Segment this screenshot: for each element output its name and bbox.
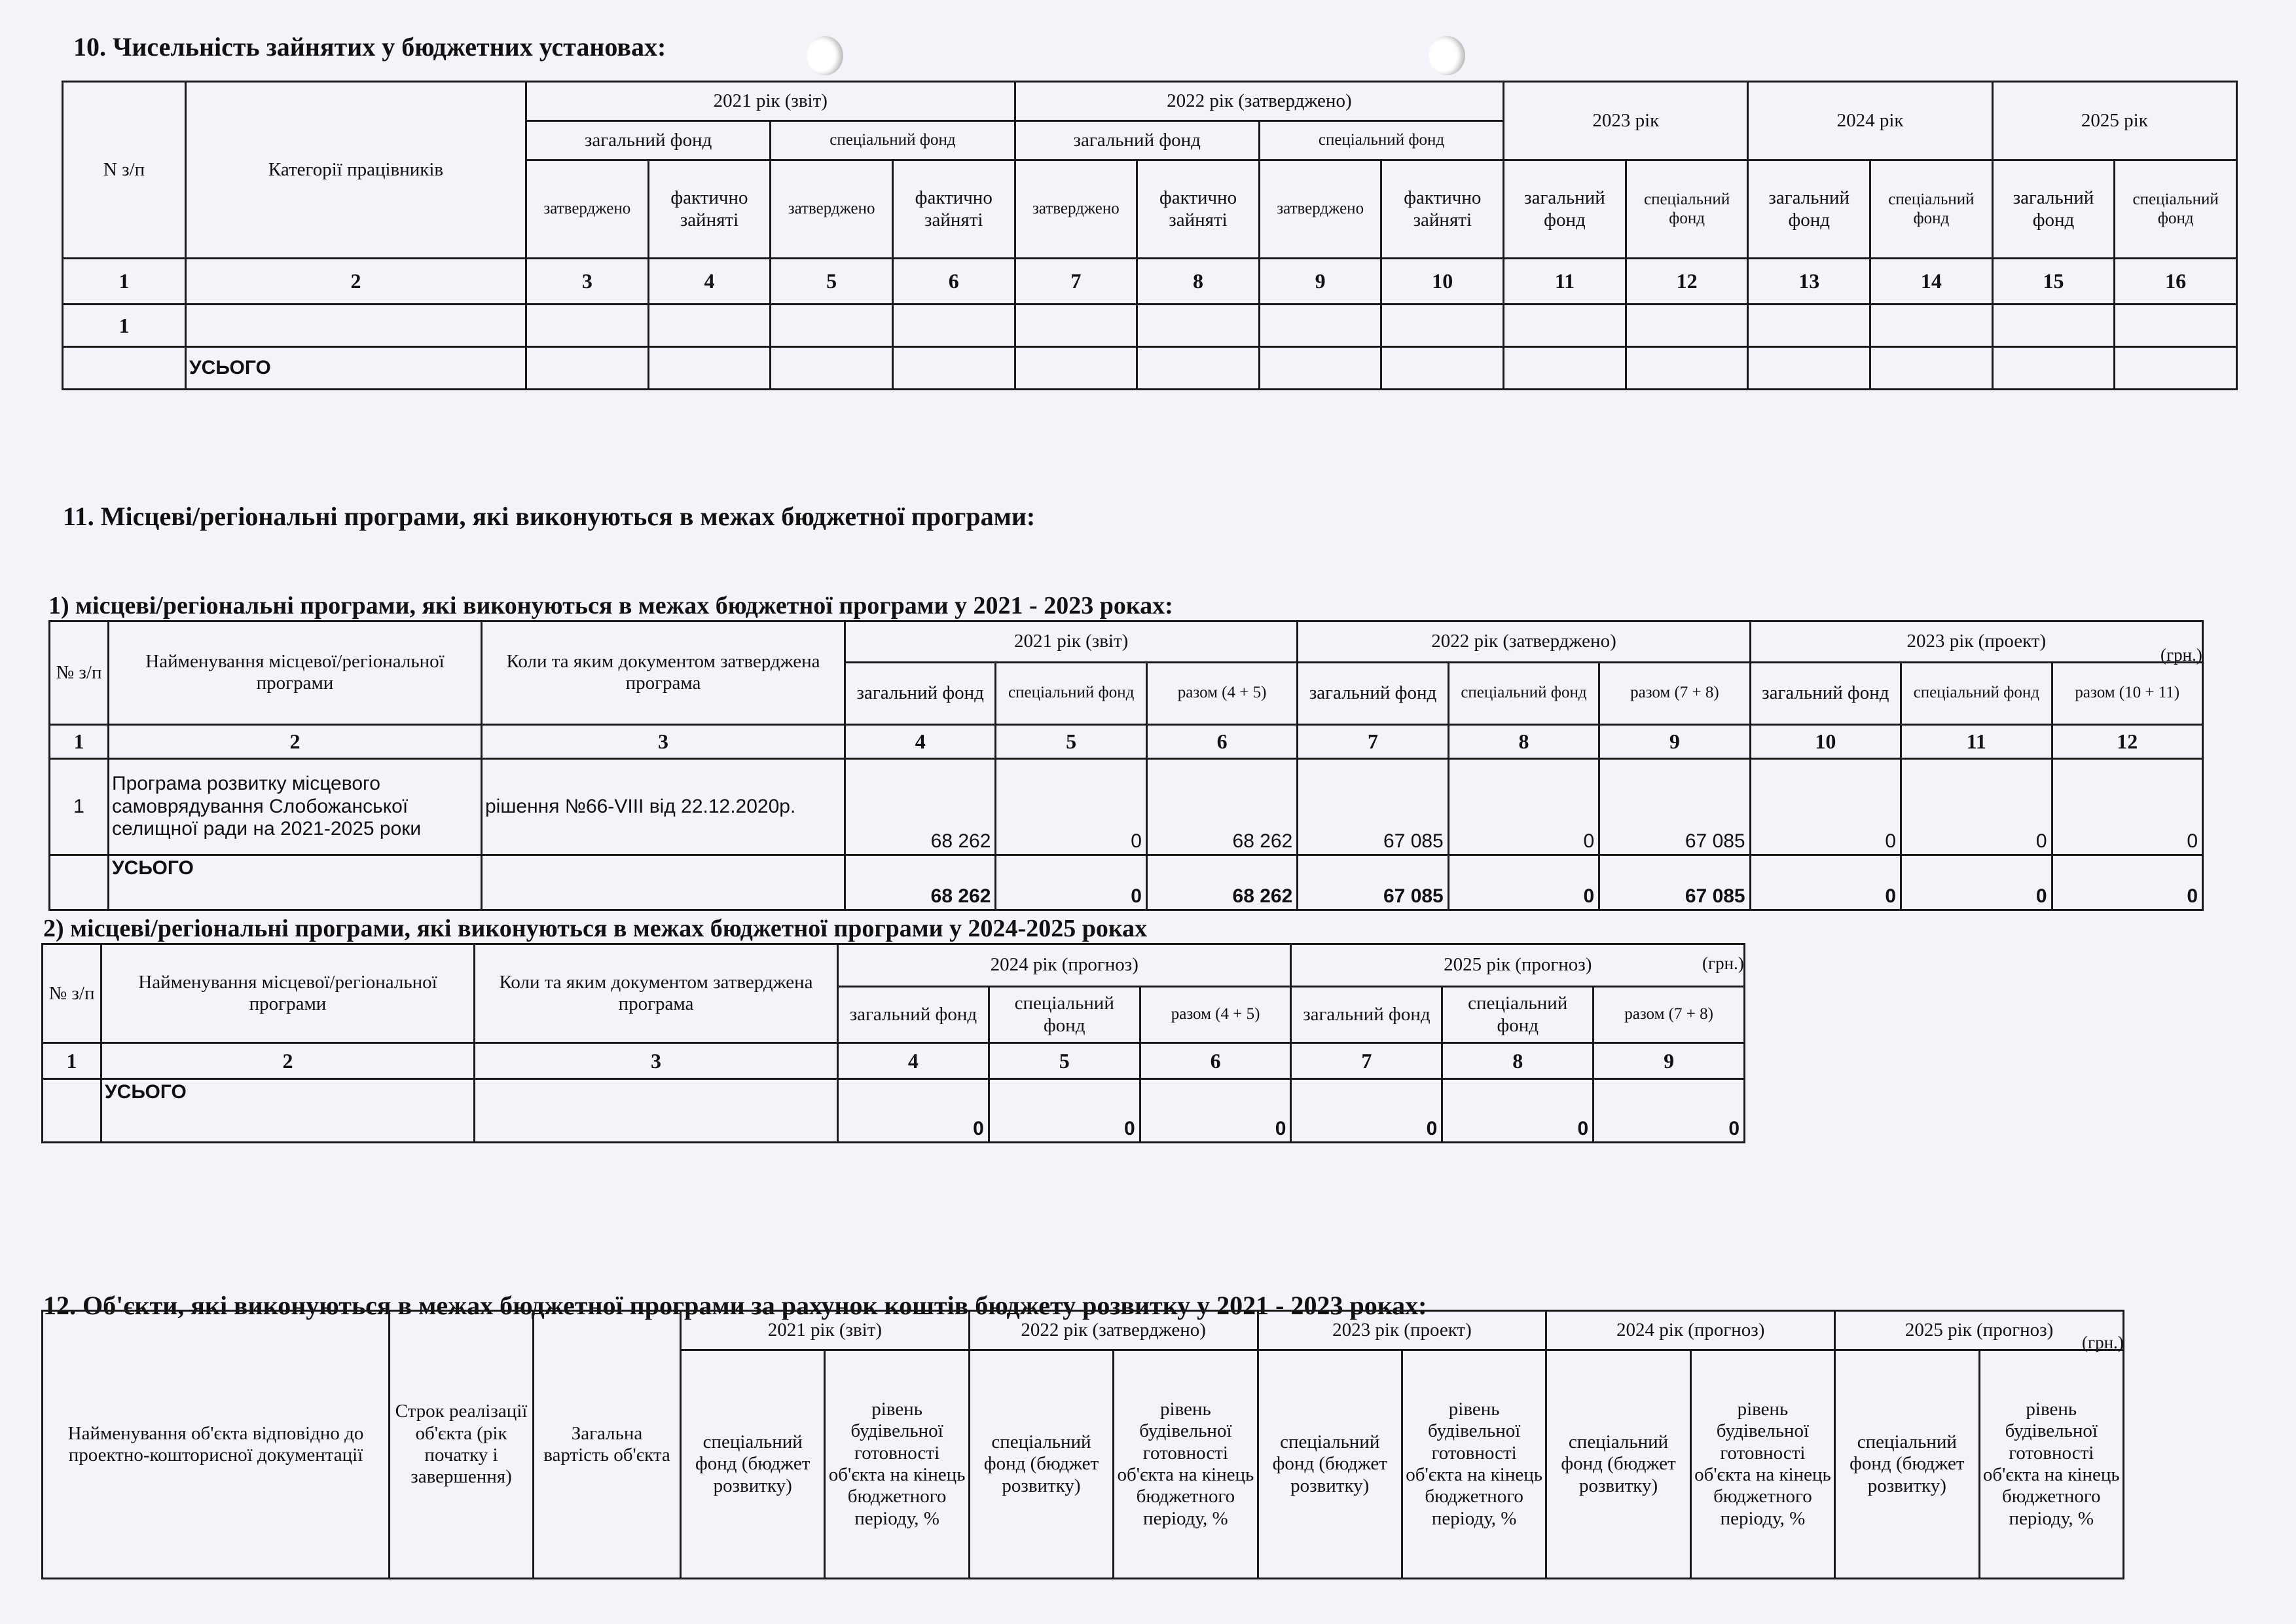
amount-cell: 67 085 <box>1298 759 1448 855</box>
special-fund-header: спеціальний фонд <box>829 131 956 149</box>
year-2023-header: 2023 рік <box>1592 109 1660 131</box>
year-2021-header: 2021 рік (звіт) <box>1013 631 1129 652</box>
column-number: 3 <box>475 1043 838 1079</box>
general-fund-header: загальний фонд <box>1524 187 1605 231</box>
readiness-header: рівень будівельної готовності об'єкта на кінець бюджетного періоду, % <box>1979 1350 2123 1579</box>
year-2024-header: 2024 рік (прогноз) <box>990 954 1139 976</box>
programs-2021-2023-table <box>48 620 2204 911</box>
year-2023-header: 2023 рік (проект) <box>1906 631 2047 652</box>
year-2025-header: 2025 рік <box>2081 109 2148 131</box>
sum-header: разом (7 + 8) <box>1630 684 1719 702</box>
total-cost-header: Загальна вартість об'єкта <box>543 1422 670 1466</box>
special-fund-header: спеціальний фонд <box>1913 684 2039 702</box>
total-row <box>50 855 2203 910</box>
amount-cell: 68 262 <box>845 759 996 855</box>
unit-label: (грн.) <box>1702 953 1744 973</box>
column-number: 14 <box>1870 259 1993 304</box>
year-2021-header: 2021 рік (звіт) <box>767 1319 883 1340</box>
total-row <box>43 1079 1745 1142</box>
col-doc-header: Коли та яким документом затверджена програма <box>506 650 820 694</box>
column-number: 4 <box>845 724 996 759</box>
year-2021-header: 2021 рік (звіт) <box>713 90 828 111</box>
special-fund-header: спеціальний фонд <box>1888 190 1975 227</box>
year-2025-header: 2025 рік (прогноз) <box>1904 1319 2054 1340</box>
year-2022-header: 2022 рік (затверджено) <box>1167 90 1352 111</box>
total-row <box>63 347 2237 390</box>
amount-cell: 0 <box>1750 759 1901 855</box>
column-number: 10 <box>1750 724 1901 759</box>
special-fund-dev-header: спеціальний фонд (бюджет розвитку) <box>1835 1350 1979 1579</box>
section-11-part1-title: 1) місцеві/регіональні програми, які виконуються в межах бюджетної програми у 2021 - 2023 роках: <box>48 592 1173 619</box>
special-fund-header: спеціальний фонд <box>1643 190 1730 227</box>
approved-header: затверджено <box>788 200 875 218</box>
column-number: 16 <box>2115 259 2237 304</box>
total-amount-cell: 0 <box>1594 1079 1745 1142</box>
column-number: 15 <box>1992 259 2115 304</box>
section-11-part2-title: 2) місцеві/регіональні програми, які виконуються в межах бюджетної програми у 2024-2025 роках <box>43 915 1148 942</box>
term-header: Строк реалізації об'єкта (рік початку і завершення) <box>395 1401 528 1488</box>
section-12-title: 12. Об'єкти, які виконуються в межах бюджетної програми за рахунок коштів бюджету розвитку у 2021 - 2023 роках: <box>43 1291 1427 1320</box>
approved-header: затверджено <box>1277 200 1364 218</box>
total-amount-cell: 0 <box>996 855 1146 910</box>
section-11-title: 11. Місцеві/регіональні програми, які виконуються в межах бюджетної програми: <box>63 502 1036 531</box>
year-2025-header: 2025 рік (прогноз) <box>1444 954 1592 976</box>
special-fund-dev-header: спеціальний фонд (бюджет розвитку) <box>681 1350 825 1579</box>
total-amount-cell: 0 <box>989 1079 1140 1142</box>
programs-2024-2025-table <box>41 943 1745 1143</box>
total-amount-cell: 0 <box>2052 855 2203 910</box>
general-fund-header: загальний фонд <box>1303 1004 1430 1025</box>
punch-hole <box>807 36 843 75</box>
object-name-header: Найменування об'єкта відповідно до проектно-кошторисної документації <box>67 1422 364 1466</box>
special-fund-dev-header: спеціальний фонд (бюджет розвитку) <box>1546 1350 1690 1579</box>
special-fund-header: спеціальний фонд <box>1318 131 1445 149</box>
year-2024-header: 2024 рік <box>1836 109 1904 131</box>
year-2023-header: 2023 рік (проект) <box>1332 1319 1472 1340</box>
column-number: 8 <box>1448 724 1599 759</box>
section-10-title: 10. Чисельність зайнятих у бюджетних установах: <box>73 32 666 62</box>
column-number: 8 <box>1442 1043 1594 1079</box>
amount-cell: 0 <box>1901 759 2052 855</box>
program-name: Програма розвитку місцевого самоврядування Слобожанської селищної ради на 2021-2025 роки <box>112 773 422 840</box>
column-number: 11 <box>1901 724 2052 759</box>
column-number: 9 <box>1594 1043 1745 1079</box>
readiness-header: рівень будівельної готовності об'єкта на кінець бюджетного періоду, % <box>825 1350 969 1579</box>
general-fund-header: загальний фонд <box>2013 187 2094 231</box>
general-fund-header: загальний фонд <box>584 129 712 151</box>
general-fund-header: загальний фонд <box>1073 129 1201 151</box>
column-number: 2 <box>186 259 526 304</box>
col-num-header: № з/п <box>56 661 102 683</box>
readiness-header: рівень будівельної готовності об'єкта на кінець бюджетного періоду, % <box>1690 1350 1834 1579</box>
approved-header: затверджено <box>1032 200 1120 218</box>
amount-cell: 67 085 <box>1599 759 1750 855</box>
table-row <box>63 304 2237 347</box>
special-fund-header: спеціальний фонд <box>1468 993 1568 1036</box>
actual-header: фактично зайняті <box>1159 187 1237 231</box>
column-number: 3 <box>526 259 649 304</box>
total-amount-cell: 0 <box>1140 1079 1291 1142</box>
special-fund-header: спеціальний фонд <box>1014 993 1114 1036</box>
staff-table <box>62 81 2238 390</box>
readiness-header: рівень будівельної готовності об'єкта на кінець бюджетного періоду, % <box>1114 1350 1258 1579</box>
col-num-header: N з/п <box>103 158 145 180</box>
col-category-header: Категорії працівників <box>268 158 444 180</box>
column-number: 1 <box>43 1043 101 1079</box>
column-number: 7 <box>1015 259 1137 304</box>
punch-hole <box>1429 36 1465 75</box>
special-fund-header: спеціальний фонд <box>1008 684 1135 702</box>
total-amount-cell: 0 <box>1448 855 1599 910</box>
column-number: 8 <box>1137 259 1260 304</box>
column-number: 5 <box>771 259 893 304</box>
sum-header: разом (7 + 8) <box>1624 1005 1713 1024</box>
column-number: 12 <box>2052 724 2203 759</box>
amount-cell: 0 <box>1448 759 1599 855</box>
total-amount-cell: 0 <box>1291 1079 1442 1142</box>
col-num-header: № з/п <box>48 982 95 1004</box>
amount-cell: 0 <box>2052 759 2203 855</box>
column-number: 3 <box>482 724 845 759</box>
column-number: 11 <box>1504 259 1626 304</box>
column-number: 6 <box>1140 1043 1291 1079</box>
sum-header: разом (4 + 5) <box>1171 1005 1260 1024</box>
special-fund-header: спеціальний фонд <box>1461 684 1587 702</box>
year-2024-header: 2024 рік (прогноз) <box>1616 1319 1765 1340</box>
readiness-header: рівень будівельної готовності об'єкта на кінець бюджетного періоду, % <box>1402 1350 1546 1579</box>
unit-label: (грн.) <box>2160 645 2202 665</box>
total-label: УСЬОГО <box>112 857 194 879</box>
col-doc-header: Коли та яким документом затверджена програма <box>499 971 813 1015</box>
column-number: 5 <box>989 1043 1140 1079</box>
capital-objects-table <box>41 1310 2124 1579</box>
column-number: 4 <box>648 259 771 304</box>
sum-header: разом (4 + 5) <box>1177 684 1267 702</box>
column-number-row <box>63 259 2237 304</box>
col-name-header: Найменування місцевої/регіональної програми <box>138 971 437 1015</box>
general-fund-header: загальний фонд <box>1309 682 1437 704</box>
column-number: 9 <box>1599 724 1750 759</box>
column-number: 13 <box>1748 259 1870 304</box>
special-fund-header: спеціальний фонд <box>2132 190 2219 227</box>
column-number: 1 <box>63 259 186 304</box>
amount-cell: 0 <box>996 759 1146 855</box>
column-number-row <box>43 1043 1745 1079</box>
column-number: 7 <box>1298 724 1448 759</box>
sum-header: разом (10 + 11) <box>2075 684 2180 702</box>
actual-header: фактично зайняті <box>670 187 748 231</box>
column-number: 5 <box>996 724 1146 759</box>
column-number: 4 <box>838 1043 989 1079</box>
column-number: 2 <box>109 724 482 759</box>
total-label: УСЬОГО <box>189 356 271 378</box>
actual-header: фактично зайняті <box>915 187 993 231</box>
total-amount-cell: 0 <box>838 1079 989 1142</box>
unit-label: (грн.) <box>2082 1333 2124 1352</box>
total-amount-cell: 0 <box>1901 855 2052 910</box>
actual-header: фактично зайняті <box>1404 187 1482 231</box>
column-number: 6 <box>1146 724 1297 759</box>
approved-header: затверджено <box>543 200 631 218</box>
general-fund-header: загальний фонд <box>1768 187 1850 231</box>
approval-document: рішення №66-VIII від 22.12.2020р. <box>485 795 796 817</box>
column-number: 1 <box>50 724 109 759</box>
year-2022-header: 2022 рік (затверджено) <box>1021 1319 1206 1340</box>
special-fund-dev-header: спеціальний фонд (бюджет розвитку) <box>969 1350 1113 1579</box>
column-number: 2 <box>101 1043 475 1079</box>
amount-cell: 68 262 <box>1146 759 1297 855</box>
row-number: 1 <box>118 313 130 337</box>
column-number: 12 <box>1626 259 1748 304</box>
column-number-row <box>50 724 2203 759</box>
total-amount-cell: 0 <box>1442 1079 1594 1142</box>
general-fund-header: загальний фонд <box>1762 682 1889 704</box>
special-fund-dev-header: спеціальний фонд (бюджет розвитку) <box>1258 1350 1402 1579</box>
column-number: 6 <box>892 259 1015 304</box>
total-amount-cell: 67 085 <box>1599 855 1750 910</box>
total-amount-cell: 67 085 <box>1298 855 1448 910</box>
column-number: 10 <box>1381 259 1504 304</box>
column-number: 9 <box>1259 259 1381 304</box>
row-number: 1 <box>73 795 84 817</box>
general-fund-header: загальний фонд <box>849 1004 977 1025</box>
col-name-header: Найменування місцевої/регіональної програми <box>145 650 445 694</box>
year-2022-header: 2022 рік (затверджено) <box>1431 631 1616 652</box>
table-row <box>50 759 2203 855</box>
total-amount-cell: 0 <box>1750 855 1901 910</box>
total-amount-cell: 68 262 <box>845 855 996 910</box>
total-label: УСЬОГО <box>105 1080 187 1103</box>
column-number: 7 <box>1291 1043 1442 1079</box>
total-amount-cell: 68 262 <box>1146 855 1297 910</box>
general-fund-header: загальний фонд <box>856 682 984 704</box>
